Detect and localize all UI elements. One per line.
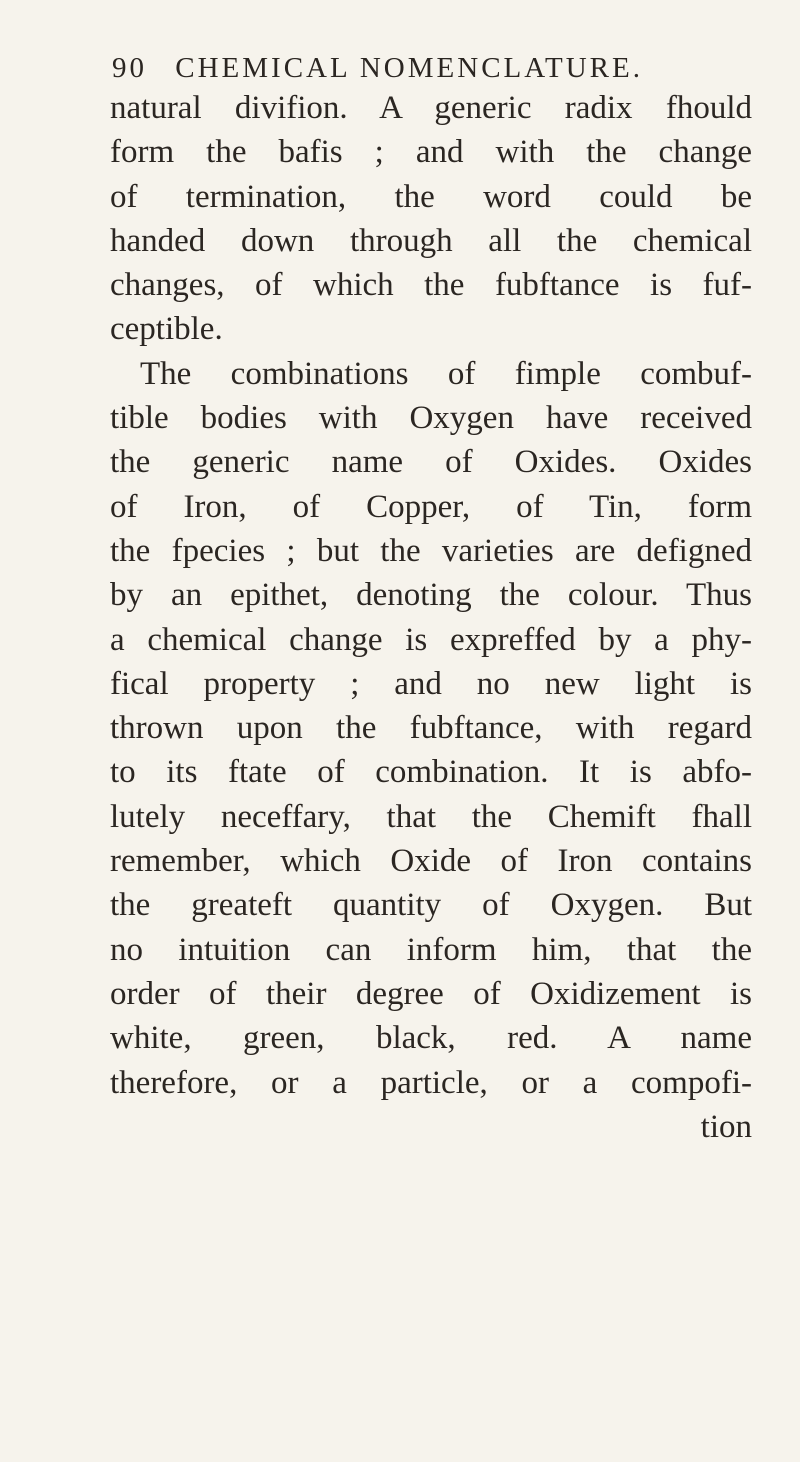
text-line: tible bodies with Oxygen have received xyxy=(110,400,752,437)
text-line: ceptible. xyxy=(110,311,223,348)
text-line: order of their degree of Oxidizement is xyxy=(110,975,752,1012)
paragraph-start-line: The combinations of fimple combuf- xyxy=(140,355,752,392)
text-line: of termination, the word could be xyxy=(110,178,752,215)
text-line: thrown upon the fubftance, with regard xyxy=(110,710,752,747)
text-line: remember, which Oxide of Iron contains xyxy=(110,843,752,880)
text-line: changes, of which the fubftance is fuf- xyxy=(110,267,752,304)
text-line: by an epithet, denoting the colour. Thus xyxy=(110,577,752,614)
catchword: tion xyxy=(700,1108,752,1145)
text-line: the fpecies ; but the varieties are defigned xyxy=(110,532,752,569)
text-line: the generic name of Oxides. Oxides xyxy=(110,444,752,481)
text-line: white, green, black, red. A name xyxy=(110,1020,752,1057)
body-text xyxy=(110,86,752,1149)
text-line: lutely neceffary, that the Chemift fhall xyxy=(110,798,752,835)
text-line: no intuition can inform him, that the xyxy=(110,931,752,968)
text-line: of Iron, of Copper, of Tin, form xyxy=(110,488,752,525)
text-line: a chemical change is expreffed by a phy- xyxy=(110,621,752,658)
text-line: therefore, or a particle, or a compofi- xyxy=(110,1064,752,1101)
running-title: CHEMICAL NOMENCLATURE. xyxy=(175,52,643,84)
text-line: handed down through all the chemical xyxy=(110,222,752,259)
text-line: the greateft quantity of Oxygen. But xyxy=(110,887,752,924)
page-number: 90 xyxy=(112,52,147,84)
text-line: form the bafis ; and with the change xyxy=(110,134,752,171)
text-line: to its ftate of combination. It is abfo- xyxy=(110,754,752,791)
text-line: natural divifion. A generic radix fhould xyxy=(110,90,752,126)
text-line: fical property ; and no new light is xyxy=(110,665,752,702)
